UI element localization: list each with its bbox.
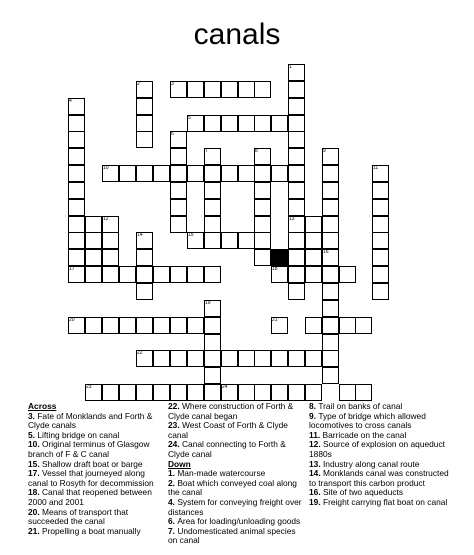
grid-cell[interactable]	[153, 384, 170, 401]
clue-item	[309, 412, 449, 431]
clue-item-number: 15.	[28, 458, 42, 469]
grid-cell[interactable]	[322, 182, 339, 199]
grid-cell[interactable]	[170, 199, 187, 216]
clue-item-text: Area for loading/unloading goods	[177, 516, 301, 527]
grid-cell[interactable]	[102, 249, 119, 266]
clue-number: 13	[289, 216, 295, 222]
grid-cell[interactable]	[238, 115, 255, 132]
grid-cell[interactable]	[85, 249, 102, 266]
clue-item	[168, 527, 303, 546]
clue-number: 22	[137, 350, 143, 356]
clue-number: 1	[289, 64, 292, 70]
grid-cell[interactable]	[68, 148, 85, 165]
grid-cell[interactable]	[68, 182, 85, 199]
grid-cell[interactable]	[288, 81, 305, 98]
grid-cell[interactable]	[254, 384, 271, 401]
grid-cell[interactable]	[204, 199, 221, 216]
grid-cell[interactable]	[85, 232, 102, 249]
grid-cell[interactable]	[254, 232, 271, 249]
grid-cell[interactable]	[355, 317, 372, 334]
clue-number: 10	[103, 165, 109, 171]
clue-item-text: West Coast of Forth & Clyde canal	[168, 420, 288, 440]
grid-cell[interactable]	[187, 350, 204, 367]
clue-item-number: 19.	[309, 496, 323, 507]
grid-cell[interactable]	[288, 98, 305, 115]
grid-cell[interactable]	[136, 249, 153, 266]
grid-cell[interactable]	[187, 384, 204, 401]
grid-cell[interactable]	[339, 317, 356, 334]
grid-cell[interactable]	[119, 317, 136, 334]
clue-number: 19	[205, 300, 211, 306]
grid-cell[interactable]	[102, 384, 119, 401]
grid-cell[interactable]	[288, 115, 305, 132]
grid-cell[interactable]	[68, 232, 85, 249]
clue-item-text: System for conveying freight over distances	[168, 496, 302, 517]
clue-item-text: Means of transport that succeeded the canal	[28, 506, 129, 527]
clue-item-text: Source of explosion on aqueduct 1880s	[309, 439, 445, 459]
grid-cell[interactable]	[187, 165, 204, 182]
clue-item	[168, 498, 303, 517]
grid-cell[interactable]	[204, 334, 221, 351]
clue-item-text: Type of bridge which allowed locomotives to cross canals	[309, 410, 426, 431]
grid-cell[interactable]	[170, 384, 187, 401]
grid-cell[interactable]	[170, 182, 187, 199]
clue-item-text: Vessel that journeyed along canal to Rosyth for decommission	[28, 468, 154, 488]
clue-item-number: 18.	[28, 487, 42, 498]
grid-cell[interactable]	[153, 350, 170, 367]
clue-item	[28, 440, 166, 459]
grid-cell[interactable]	[221, 81, 238, 98]
clue-number: 14	[137, 232, 143, 238]
clue-item-text: Original terminus of Glasgow branch of F & C canal	[28, 439, 150, 459]
clue-item-number: 7.	[168, 525, 178, 536]
grid-cell[interactable]	[221, 232, 238, 249]
across-heading: Across	[28, 401, 57, 411]
clue-item-number: 17.	[28, 468, 42, 479]
clue-item-number: 24.	[168, 439, 182, 450]
grid-cell[interactable]	[204, 216, 221, 233]
grid-cell[interactable]	[221, 115, 238, 132]
clue-item-text: Shallow draft boat or barge	[41, 458, 143, 469]
grid-cell[interactable]	[204, 384, 221, 401]
grid-cell[interactable]	[372, 216, 389, 233]
grid-cell[interactable]	[204, 232, 221, 249]
grid-cell[interactable]	[254, 216, 271, 233]
clue-number: 6	[171, 131, 174, 137]
clue-item-text: Monklands canal was constructed to transport this carbon product	[309, 468, 449, 488]
grid-cell[interactable]	[136, 98, 153, 115]
clue-item-text: Canal connecting to Forth & Clyde canal	[168, 439, 286, 459]
grid-cell[interactable]	[170, 266, 187, 283]
grid-cell[interactable]	[305, 266, 322, 283]
clue-number: 15	[188, 232, 194, 238]
grid-cell[interactable]	[204, 182, 221, 199]
grid-cell[interactable]	[187, 81, 204, 98]
grid-cell[interactable]	[254, 115, 271, 132]
grid-cell[interactable]	[153, 165, 170, 182]
grid-cell[interactable]	[271, 115, 288, 132]
clue-number: 23	[86, 384, 92, 390]
clues-column-2	[168, 402, 303, 546]
clue-item	[309, 498, 449, 508]
clue-item-number: 2.	[168, 477, 178, 488]
clue-item-text: Undomesticated animal species on canal	[168, 525, 296, 546]
grid-cell[interactable]	[204, 350, 221, 367]
clue-item-number: 14.	[309, 468, 323, 479]
grid-cell[interactable]	[102, 317, 119, 334]
grid-cell[interactable]	[221, 165, 238, 182]
clues-column-1	[28, 402, 166, 536]
grid-cell[interactable]	[204, 317, 221, 334]
clue-item-number: 6.	[168, 516, 178, 527]
black-cell	[271, 249, 288, 266]
clue-item-number: 21.	[28, 525, 42, 536]
grid-cell[interactable]	[204, 266, 221, 283]
grid-cell[interactable]	[238, 350, 255, 367]
grid-cell[interactable]	[254, 350, 271, 367]
grid-cell[interactable]	[238, 232, 255, 249]
grid-cell[interactable]	[372, 232, 389, 249]
clue-item-number: 3.	[28, 410, 38, 421]
clue-item-number: 22.	[168, 401, 182, 411]
grid-cell[interactable]	[68, 216, 85, 233]
grid-cell[interactable]	[254, 165, 271, 182]
clue-number: 7	[205, 148, 208, 154]
grid-cell[interactable]	[68, 115, 85, 132]
clue-item-number: 23.	[168, 420, 182, 431]
grid-cell[interactable]	[372, 249, 389, 266]
grid-cell[interactable]	[136, 283, 153, 300]
clue-item-number: 8.	[309, 401, 319, 411]
grid-cell[interactable]	[68, 199, 85, 216]
clue-number: 3	[171, 81, 174, 87]
clue-item-number: 10.	[28, 439, 42, 450]
grid-cell[interactable]	[305, 317, 322, 334]
grid-cell[interactable]	[305, 350, 322, 367]
grid-cell[interactable]	[136, 266, 153, 283]
grid-cell[interactable]	[170, 350, 187, 367]
grid-cell[interactable]	[204, 81, 221, 98]
grid-cell[interactable]	[288, 232, 305, 249]
grid-cell[interactable]	[119, 266, 136, 283]
grid-cell[interactable]	[288, 199, 305, 216]
grid-cell[interactable]	[254, 182, 271, 199]
grid-cell[interactable]	[136, 131, 153, 148]
clue-item	[168, 440, 303, 459]
clue-number: 20	[69, 317, 75, 323]
grid-cell[interactable]	[288, 350, 305, 367]
clue-item-number: 20.	[28, 506, 42, 517]
grid-cell[interactable]	[271, 350, 288, 367]
grid-cell[interactable]	[102, 232, 119, 249]
clue-number: 5	[188, 115, 191, 121]
grid-cell[interactable]	[85, 216, 102, 233]
grid-cell[interactable]	[153, 266, 170, 283]
grid-cell[interactable]	[187, 266, 204, 283]
clue-item-number: 5.	[28, 429, 38, 440]
grid-cell[interactable]	[221, 350, 238, 367]
grid-cell[interactable]	[305, 216, 322, 233]
grid-cell[interactable]	[271, 384, 288, 401]
grid-cell[interactable]	[170, 317, 187, 334]
grid-cell[interactable]	[322, 232, 339, 249]
grid-cell[interactable]	[288, 182, 305, 199]
clue-number: 11	[373, 165, 379, 171]
grid-cell[interactable]	[322, 300, 339, 317]
grid-cell[interactable]	[288, 266, 305, 283]
clue-item	[168, 479, 303, 498]
clue-item-number: 9.	[309, 410, 319, 421]
clue-item-text: Barricade on the canal	[322, 429, 407, 440]
grid-cell[interactable]	[170, 216, 187, 233]
clue-item-text: Trail on banks of canal	[318, 401, 403, 411]
grid-cell[interactable]	[339, 266, 356, 283]
grid-cell[interactable]	[119, 384, 136, 401]
grid-cell[interactable]	[187, 317, 204, 334]
clue-item-text: Lifting bridge on canal	[37, 429, 120, 440]
clue-item	[28, 469, 166, 488]
grid-cell[interactable]	[271, 165, 288, 182]
grid-cell[interactable]	[153, 317, 170, 334]
grid-cell[interactable]	[85, 266, 102, 283]
clue-item-text: Site of two aqueducts	[322, 487, 404, 498]
grid-cell[interactable]	[322, 165, 339, 182]
clue-number: 21	[272, 317, 278, 323]
clue-item-text: Man-made watercourse	[177, 468, 266, 479]
grid-cell[interactable]	[372, 283, 389, 300]
grid-cell[interactable]	[305, 232, 322, 249]
clue-item-number: 13.	[309, 458, 323, 469]
clue-item	[28, 508, 166, 527]
grid-cell[interactable]	[305, 249, 322, 266]
clue-item-number: 16.	[309, 487, 323, 498]
grid-cell[interactable]	[136, 384, 153, 401]
grid-cell[interactable]	[322, 283, 339, 300]
grid-cell[interactable]	[68, 249, 85, 266]
clue-number: 24	[222, 384, 228, 390]
clue-number: 18	[272, 266, 278, 272]
grid-cell[interactable]	[204, 115, 221, 132]
grid-cell[interactable]	[238, 165, 255, 182]
clue-item	[168, 402, 303, 421]
clue-item-text: Propelling a boat manually	[41, 525, 141, 536]
clue-number: 16	[323, 249, 329, 255]
grid-cell[interactable]	[68, 165, 85, 182]
grid-cell[interactable]	[170, 165, 187, 182]
grid-cell[interactable]	[238, 81, 255, 98]
grid-cell[interactable]	[170, 148, 187, 165]
clue-item	[28, 527, 166, 537]
grid-cell[interactable]	[322, 266, 339, 283]
clue-item-number: 12.	[309, 439, 323, 450]
grid-cell[interactable]	[288, 131, 305, 148]
grid-cell[interactable]	[85, 317, 102, 334]
grid-cell[interactable]	[254, 199, 271, 216]
grid-cell[interactable]	[372, 182, 389, 199]
grid-cell[interactable]	[322, 199, 339, 216]
grid-cell[interactable]	[136, 165, 153, 182]
grid-cell[interactable]	[102, 266, 119, 283]
clue-item-text: Freight carrying flat boat on canal	[322, 496, 448, 507]
clue-item-text: Where construction of Forth & Clyde canal began	[168, 401, 294, 421]
clue-item-text: Boat which conveyed coal along the canal	[168, 477, 297, 498]
clue-item	[168, 421, 303, 440]
grid-cell[interactable]	[322, 317, 339, 334]
clue-number: 2	[137, 81, 140, 87]
grid-cell[interactable]	[288, 148, 305, 165]
grid-cell[interactable]	[372, 266, 389, 283]
clue-item-number: 1.	[168, 468, 178, 479]
grid-cell[interactable]	[288, 249, 305, 266]
grid-cell[interactable]	[238, 384, 255, 401]
clue-item-number: 11.	[309, 429, 323, 440]
clue-item-number: 4.	[168, 496, 178, 507]
clue-number: 12	[103, 216, 109, 222]
clue-number: 17	[69, 266, 75, 272]
grid-cell[interactable]	[254, 81, 271, 98]
grid-cell[interactable]	[322, 367, 339, 384]
grid-cell[interactable]	[204, 367, 221, 384]
clue-item	[309, 440, 449, 459]
grid-cell[interactable]	[322, 334, 339, 351]
clue-number: 8	[255, 148, 258, 154]
clue-item	[309, 469, 449, 488]
clue-item	[28, 488, 166, 507]
grid-cell[interactable]	[288, 165, 305, 182]
grid-cell[interactable]	[372, 199, 389, 216]
grid-cell[interactable]	[288, 283, 305, 300]
grid-cell[interactable]	[322, 350, 339, 367]
grid-cell[interactable]	[254, 249, 271, 266]
grid-cell[interactable]	[136, 317, 153, 334]
grid-cell[interactable]	[288, 384, 305, 401]
clue-number: 4	[69, 98, 72, 104]
grid-cell[interactable]	[119, 165, 136, 182]
clue-item	[28, 412, 166, 431]
grid-cell[interactable]	[68, 131, 85, 148]
clue-item-text: Canal that reopened between 2000 and 2001	[28, 487, 152, 507]
grid-cell[interactable]	[136, 115, 153, 132]
grid-cell[interactable]	[322, 216, 339, 233]
clue-item-text: Industry along canal route	[322, 458, 420, 469]
clues-column-3	[309, 402, 449, 508]
grid-cell[interactable]	[355, 384, 372, 401]
clue-number: 9	[323, 148, 326, 154]
grid-cell[interactable]	[204, 165, 221, 182]
grid-cell[interactable]	[305, 384, 322, 401]
page-title: canals	[193, 18, 281, 51]
grid-cell[interactable]	[339, 384, 356, 401]
clue-item-text: Fate of Monklands and Forth & Clyde canals	[28, 410, 153, 431]
down-heading: Down	[168, 458, 191, 469]
